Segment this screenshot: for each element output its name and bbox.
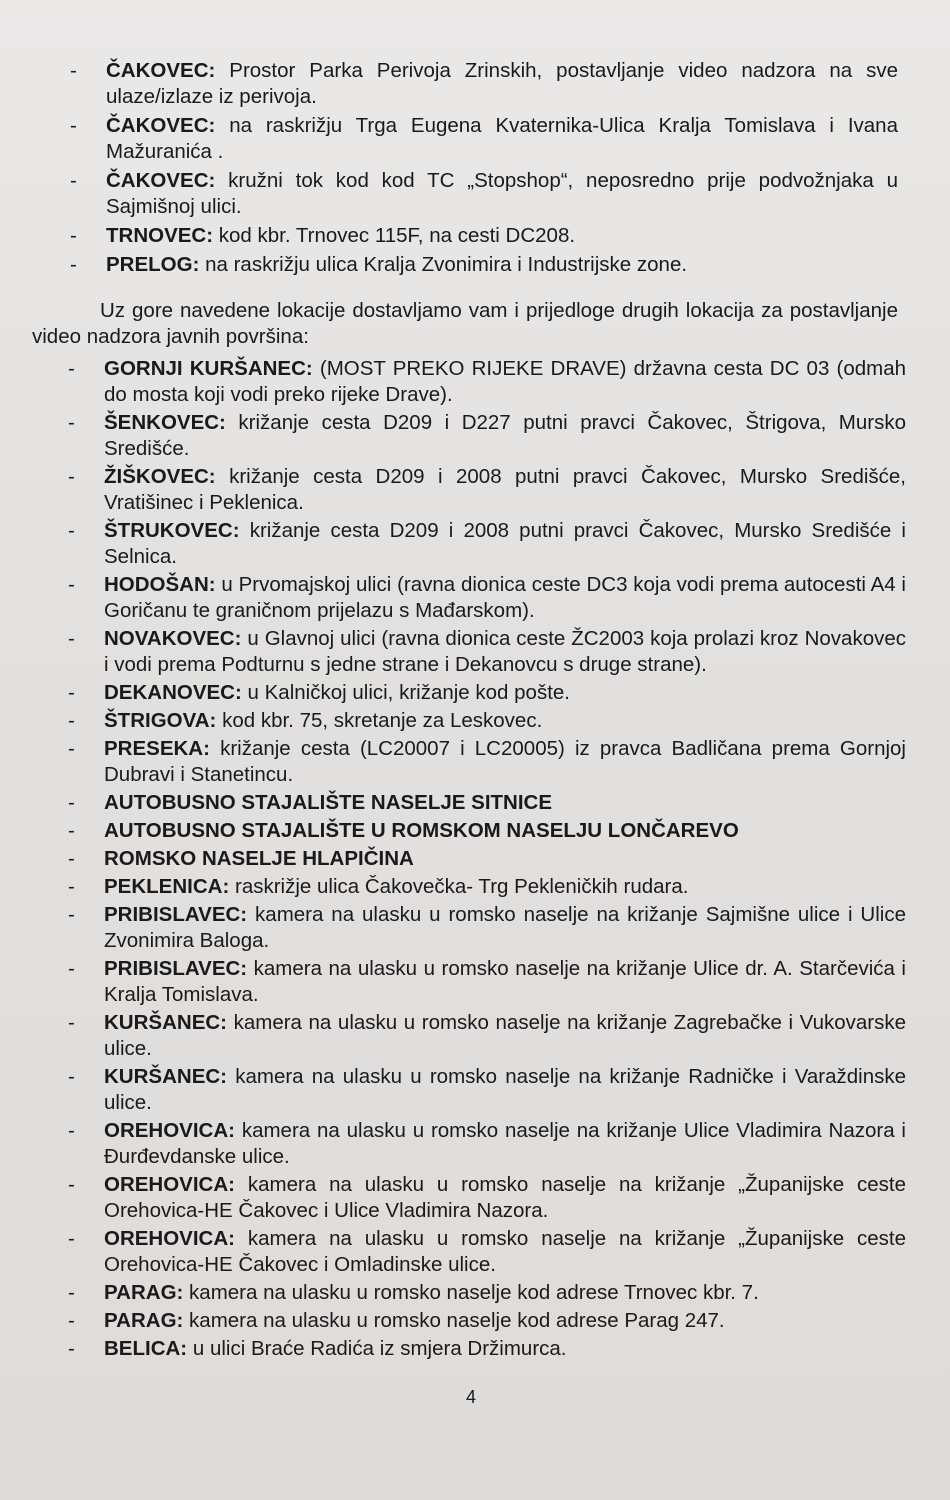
list-item: - HODOŠAN: u Prvomajskoj ulici (ravna dionica ceste DC3 koja vodi prema autocesti A4 i Goričanu te graničnom prijelazu s Mađarskom). xyxy=(68,573,906,622)
list-item: - ŽIŠKOVEC: križanje cesta D209 i 2008 putni pravci Čakovec, Mursko Središće, Vratišinec i Peklenica. xyxy=(68,465,906,514)
list-item: - ŠENKOVEC: križanje cesta D209 i D227 putni pravci Čakovec, Štrigova, Mursko Središće. xyxy=(68,411,906,460)
proposed-locations-list xyxy=(66,356,906,1364)
list-item: - TRNOVEC: kod kbr. Trnovec 115F, na cesti DC208. xyxy=(70,224,576,247)
list-item: - ČAKOVEC: Prostor Parka Perivoja Zrinskih, postavljanje video nadzora na sve ulaze/izlaze iz perivoja. xyxy=(70,59,898,108)
list-item: - PARAG: kamera na ulasku u romsko naselje kod adrese Parag 247. xyxy=(68,1309,725,1332)
list-item: - OREHOVICA: kamera na ulasku u romsko naselje na križanje Ulice Vladimira Nazora i Đurđevdanske ulice. xyxy=(68,1119,906,1168)
list-item: - ROMSKO NASELJE HLAPIČINA xyxy=(68,847,414,870)
page-number: 4 xyxy=(465,1387,476,1407)
list-item: - GORNJI KURŠANEC: (MOST PREKO RIJEKE DRAVE) državna cesta DC 03 (odmah do mosta koji vodi preko rijeke Drave). xyxy=(68,357,907,406)
list-item: - BELICA: u ulici Braće Radića iz smjera Držimurca. xyxy=(68,1337,567,1360)
list-item: - PRESEKA: križanje cesta (LC20007 i LC20005) iz pravca Badličana prema Gornjoj Dubravi i Stanetincu. xyxy=(68,737,906,786)
list-item: - AUTOBUSNO STAJALIŠTE U ROMSKOM NASELJU LONČAREVO xyxy=(68,819,739,842)
list-item: - KURŠANEC: kamera na ulasku u romsko naselje na križanje Zagrebačke i Vukovarske ulice. xyxy=(68,1011,906,1060)
list-item: - ŠTRUKOVEC: križanje cesta D209 i 2008 putni pravci Čakovec, Mursko Središće i Selnica. xyxy=(68,519,906,568)
list-item: - ČAKOVEC: na raskrižju Trga Eugena Kvaternika-Ulica Kralja Tomislava i Ivana Mažuranića . xyxy=(70,114,898,163)
list-item: - PARAG: kamera na ulasku u romsko naselje kod adrese Trnovec kbr. 7. xyxy=(68,1281,759,1304)
list-item: - AUTOBUSNO STAJALIŠTE NASELJE SITNICE xyxy=(68,791,553,814)
list-item: - DEKANOVEC: u Kalničkoj ulici, križanje kod pošte. xyxy=(68,681,570,704)
list-item: - PRELOG: na raskrižju ulica Kralja Zvonimira i Industrijske zone. xyxy=(70,253,688,276)
list-item: - ČAKOVEC: kružni tok kod kod TC „Stopshop“, neposredno prije podvožnjaka u Sajmišnoj ulici. xyxy=(70,169,898,218)
intro-paragraph: Uz gore navedene lokacije dostavljamo vam i prijedloge drugih lokacija za postavljanje video nadzora javnih površina: xyxy=(32,299,898,348)
list-item: - KURŠANEC: kamera na ulasku u romsko naselje na križanje Radničke i Varaždinske ulice. xyxy=(68,1065,906,1114)
list-item: - OREHOVICA: kamera na ulasku u romsko naselje na križanje „Županijske ceste Orehovica-HE Čakovec i Ulice Vladimira Nazora. xyxy=(68,1173,906,1222)
list-item: - ŠTRIGOVA: kod kbr. 75, skretanje za Leskovec. xyxy=(68,709,543,732)
list-item: - PRIBISLAVEC: kamera na ulasku u romsko naselje na križanje Ulice dr. A. Starčevića i Kralja Tomislava. xyxy=(68,957,906,1006)
list-item: - OREHOVICA: kamera na ulasku u romsko naselje na križanje „Županijske ceste Orehovica-HE Čakovec i Omladinske ulice. xyxy=(68,1227,906,1276)
existing-locations-list xyxy=(68,58,898,281)
list-item: - PRIBISLAVEC: kamera na ulasku u romsko naselje na križanje Sajmišne ulice i Ulice Zvonimira Baloga. xyxy=(68,903,906,952)
list-item: - NOVAKOVEC: u Glavnoj ulici (ravna dionica ceste ŽC2003 koja prolazi kroz Novakovec i vodi prema Podturnu s jedne strane i Dekanovcu s druge strane). xyxy=(68,627,907,676)
list-item: - PEKLENICA: raskrižje ulica Čakovečka- Trg Pekleničkih rudara. xyxy=(68,875,689,898)
